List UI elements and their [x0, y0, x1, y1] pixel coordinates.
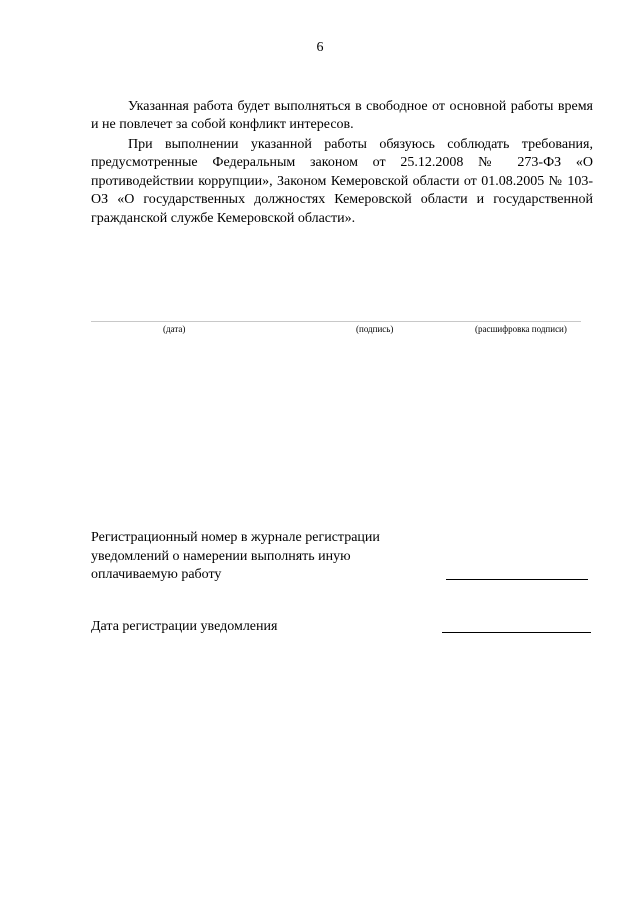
- registration-date-field: [442, 632, 591, 633]
- paragraph-obligations: При выполнении указанной работы обязуюсь соблюдать требования, предусмотренные Федеральным законом от 25.12.2008 № 273-ФЗ «О противодействии коррупции», Законом Кемеровской области от 01.08.2005 № 103-ОЗ «О государственных должностях Кемеровской области и государственной гражданской службе Кемеровской области».: [91, 137, 593, 226]
- page-number: 6: [316, 40, 324, 55]
- date-caption: (дата): [163, 324, 186, 334]
- signature-line: [91, 321, 581, 322]
- registration-number-field: [446, 579, 588, 580]
- signature-caption: (подпись): [356, 324, 394, 334]
- paragraph-no-conflict: Указанная работа будет выполняться в свободное от основной работы время и не повлечет за собой конфликт интересов.: [91, 99, 593, 133]
- registration-date-label: Дата регистрации уведомления: [91, 619, 278, 634]
- registration-number-label: Регистрационный номер в журнале регистрации уведомлений о намерении выполнять иную оплачиваемую работу: [91, 530, 380, 583]
- signature-decode-caption: (расшифровка подписи): [475, 324, 567, 334]
